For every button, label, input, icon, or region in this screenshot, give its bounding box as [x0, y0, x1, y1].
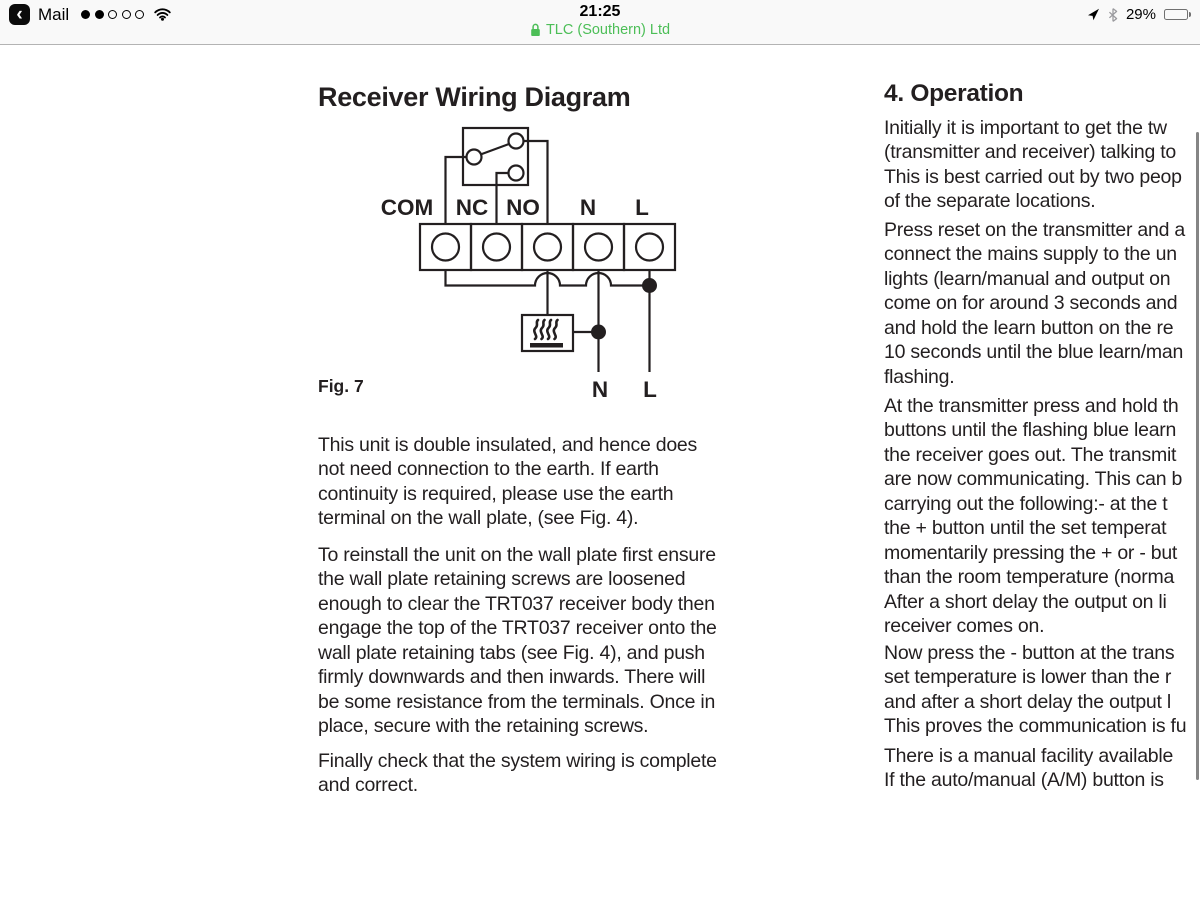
terminal-label-l: L: [635, 195, 649, 220]
paragraph: [884, 218, 1200, 389]
text-line: To reinstall the unit on the wall plate first ensure: [318, 544, 716, 566]
page-title: Receiver Wiring Diagram: [318, 82, 631, 112]
text-line: and correct.: [318, 774, 418, 797]
text-line: Initially it is important to get the tw: [884, 117, 1167, 139]
terminal-label-no: NO: [506, 195, 540, 220]
paragraph: [884, 116, 1200, 214]
text-line: than the room temperature (norma: [884, 566, 1175, 589]
text-line: momentarily pressing the + or - but: [884, 541, 1178, 564]
status-bar-right: [1087, 6, 1191, 23]
status-bar: [0, 0, 1200, 45]
paragraph: [318, 543, 788, 739]
status-bar-center: [0, 0, 1200, 38]
paragraph: [884, 744, 1200, 793]
text-line: set temperature is lower than the r: [884, 666, 1172, 689]
text-line: place, secure with the retaining screws.: [318, 715, 649, 738]
battery-icon: [1164, 9, 1191, 20]
supply-label-n: N: [591, 377, 609, 402]
figure-caption: Fig. 7: [318, 376, 364, 396]
text-line: flashing.: [884, 365, 955, 388]
junction-dot: [642, 278, 657, 293]
text-line: (transmitter and receiver) talking to: [884, 141, 1177, 164]
text-line: enough to clear the TRT037 receiver body then: [318, 592, 715, 615]
text-line: come on for around 3 seconds and: [884, 292, 1178, 315]
text-line: engage the top of the TRT037 receiver onto the: [318, 617, 717, 640]
text-line: lights (learn/manual and output on: [884, 267, 1171, 290]
text-line: connect the mains supply to the un: [884, 243, 1177, 266]
bluetooth-icon: [1108, 8, 1118, 22]
clock: 21:25: [579, 3, 621, 20]
text-line: terminal on the wall plate, (see Fig. 4).: [318, 507, 639, 530]
text-line: and hold the learn button on the re: [884, 316, 1174, 339]
text-line: the receiver goes out. The transmit: [884, 443, 1177, 466]
text-line: and after a short delay the output l: [884, 690, 1171, 713]
section-heading: 4. Operation: [884, 80, 1024, 107]
text-line: not need connection to the earth. If earth: [318, 458, 659, 481]
scrollbar[interactable]: [1196, 132, 1199, 780]
text-line: After a short delay the output on li: [884, 590, 1167, 613]
text-line: the + button until the set temperat: [884, 517, 1167, 540]
junction-dot: [591, 325, 606, 340]
text-line: of the separate locations.: [884, 190, 1096, 213]
text-line: carrying out the following:- at the t: [884, 492, 1168, 515]
paragraph: [318, 433, 788, 531]
secure-site-indicator[interactable]: [0, 22, 1200, 38]
terminal-label-com: COM: [380, 195, 434, 220]
supply-label-l: L: [643, 377, 657, 402]
text-line: This is best carried out by two peop: [884, 165, 1182, 188]
location-services-icon: [1087, 8, 1100, 21]
back-to-mail-button[interactable]: ‹: [9, 4, 30, 25]
site-name: TLC (Southern) Ltd: [545, 22, 671, 38]
text-line: buttons until the flashing blue learn: [884, 419, 1177, 442]
battery-percent: 29%: [1125, 6, 1156, 23]
paragraph: [884, 394, 1200, 639]
text-line: continuity is required, please use the earth: [318, 482, 674, 505]
heating-element-icon: [534, 320, 557, 339]
text-line: Finally check that the system wiring is complete: [318, 750, 717, 772]
terminal-label-nc: NC: [455, 195, 489, 220]
lock-icon: [530, 23, 541, 37]
text-line: There is a manual facility available: [884, 745, 1174, 767]
terminal-label-n: N: [579, 195, 597, 220]
text-line: At the transmitter press and hold th: [884, 395, 1179, 417]
text-line: Press reset on the transmitter and a: [884, 219, 1185, 241]
text-line: are now communicating. This can b: [884, 468, 1183, 491]
text-line: This unit is double insulated, and hence does: [318, 434, 698, 456]
text-line: the wall plate retaining screws are loosened: [318, 568, 686, 591]
heating-element-bar: [530, 343, 563, 348]
text-line: Now press the - button at the trans: [884, 642, 1175, 664]
text-line: If the auto/manual (A/M) button is: [884, 769, 1164, 792]
text-line: receiver comes on.: [884, 615, 1045, 638]
back-app-label[interactable]: Mail: [38, 4, 70, 24]
text-line: This proves the communication is fu: [884, 715, 1187, 738]
paragraph: [884, 641, 1200, 739]
text-line: wall plate retaining tabs (see Fig. 4), and push: [318, 641, 705, 664]
receiver-wiring-diagram: [380, 118, 700, 405]
text-line: 10 seconds until the blue learn/man: [884, 341, 1184, 364]
text-line: be some resistance from the terminals. Once in: [318, 690, 716, 713]
text-line: firmly downwards and then inwards. There will: [318, 666, 706, 689]
paragraph: [318, 749, 788, 798]
